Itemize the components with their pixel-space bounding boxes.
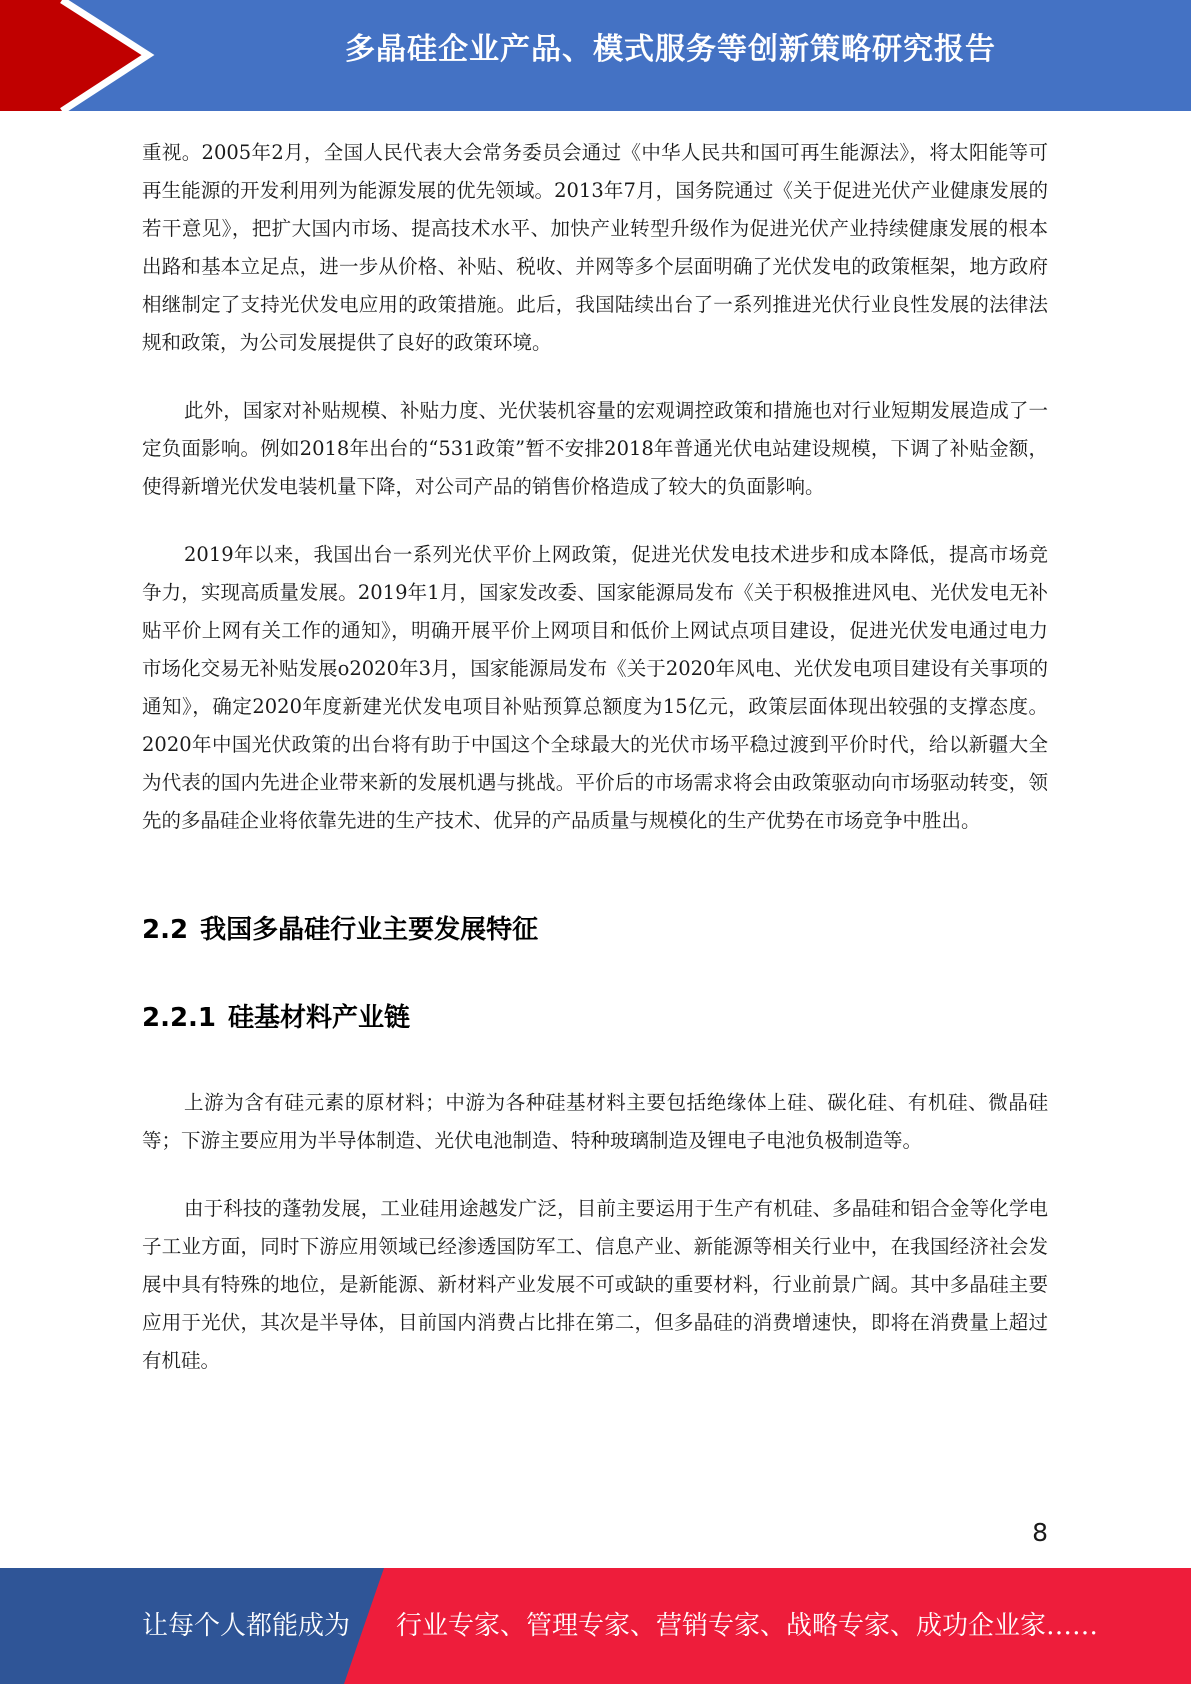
header-title: 多晶硅企业产品、模式服务等创新策略研究报告 [345, 32, 996, 67]
page-number: 8 [1032, 1518, 1048, 1547]
section-number: 2.2 [142, 915, 189, 945]
paragraph-2: 此外，国家对补贴规模、补贴力度、光伏装机容量的宏观调控政策和措施也对行业短期发展造成了一定负面影响。例如2018年出台的“531政策”暂不安排2018年普通光伏电站建设规模，下调了补贴金额，使得新增光伏发电装机量下降，对公司产品的销售价格造成了较大的负面影响。 [142, 399, 1048, 498]
footer-slogan-left: 让每个人都能成为 [142, 1611, 351, 1641]
section-title: 硅基材料产业链 [228, 1003, 411, 1033]
section-heading-2-2-1 [142, 998, 1048, 1038]
paragraph-3: 2019年以来，我国出台一系列光伏平价上网政策，促进光伏发电技术进步和成本降低，提高市场竞争力，实现高质量发展。2019年1月，国家发改委、国家能源局发布《关于积极推进风电、光伏发电无补贴平价上网有关工作的通知》，明确开展平价上网项目和低价上网试点项目建设，促进光伏发电通过电力市场化交易无补贴发展o2020年3月，国家能源局发布《关于2020年风电、光伏发电项目建设有关事项的通知》，确定2020年度新建光伏发电项目补贴预算总额度为15亿元，政策层面体现出较强的支撑态度。2020年中国光伏政策的出台将有助于中国这个全球最大的光伏市场平稳过渡到平价时代，给以新疆大全为代表的国内先进企业带来新的发展机遇与挑战。平价后的市场需求将会由政策驱动向市场驱动转变，领先的多晶硅企业将依靠先进的生产技术、优异的产品质量与规模化的生产优势在市场竞争中胜出。 [142, 543, 1048, 832]
section-title: 我国多晶硅行业主要发展特征 [200, 915, 539, 945]
paragraph-5: 由于科技的蓬勃发展，工业硅用途越发广泛，目前主要运用于生产有机硅、多晶硅和铝合金等化学电子工业方面，同时下游应用领域已经渗透国防军工、信息产业、新能源等相关行业中，在我国经济社会发展中具有特殊的地位，是新能源、新材料产业发展不可或缺的重要材料，行业前景广阔。其中多晶硅主要应用于光伏，其次是半导体，目前国内消费占比排在第二，但多晶硅的消费增速快，即将在消费量上超过有机硅。 [142, 1197, 1048, 1372]
footer-slogan-right: 行业专家、管理专家、营销专家、战略专家、成功企业家…… [396, 1611, 1099, 1641]
header-banner [0, 0, 1191, 111]
section-heading-2-2 [142, 910, 1048, 950]
paragraph-1: 重视。2005年2月，全国人民代表大会常务委员会通过《中华人民共和国可再生能源法》，将太阳能等可再生能源的开发利用列为能源发展的优先领域。2013年7月，国务院通过《关于促进光伏产业健康发展的若干意见》，把扩大国内市场、提高技术水平、加快产业转型升级作为促进光伏产业持续健康发展的根本出路和基本立足点，进一步从价格、补贴、税收、并网等多个层面明确了光伏发电的政策框架，地方政府相继制定了支持光伏发电应用的政策措施。此后，我国陆续出台了一系列推进光伏行业良性发展的法律法规和政策，为公司发展提供了良好的政策环境。 [142, 141, 1048, 354]
footer-banner [0, 1568, 1191, 1684]
section-number: 2.2.1 [142, 1003, 217, 1033]
paragraph-4: 上游为含有硅元素的原材料；中游为各种硅基材料主要包括绝缘体上硅、碳化硅、有机硅、微晶硅等；下游主要应用为半导体制造、光伏电池制造、特种玻璃制造及锂电子电池负极制造等。 [142, 1091, 1048, 1152]
page-content [142, 134, 1048, 1380]
